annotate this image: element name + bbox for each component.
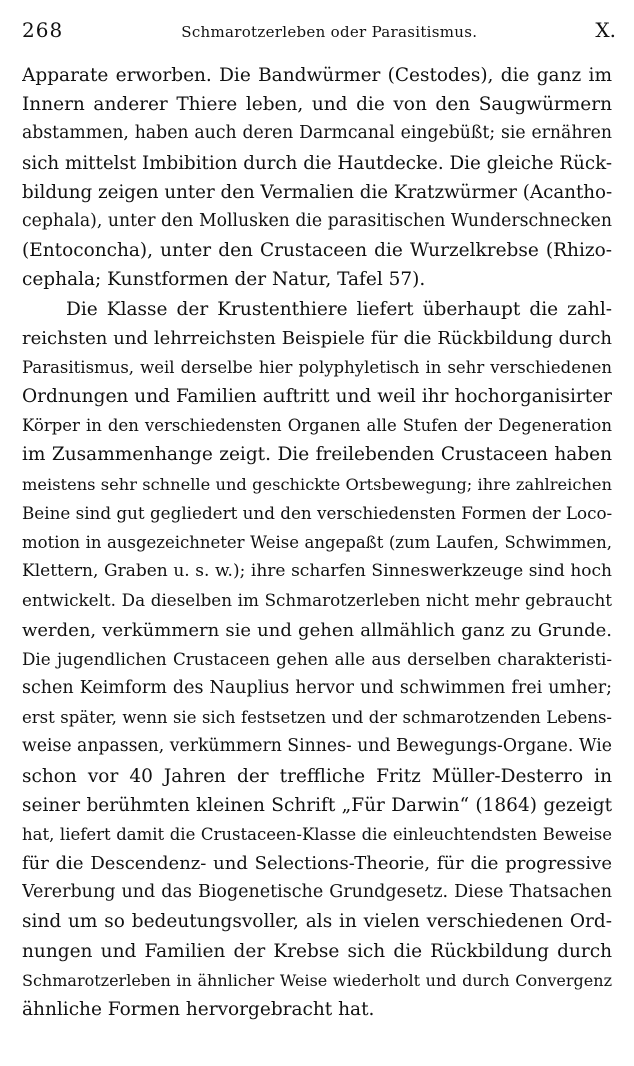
text-line: Vererbung und das Biogenetische Grundgesetz. Diese Thatsachen — [22, 882, 612, 903]
text-line: Klettern, Graben u. s. w.); ihre scharfen Sinneswerkzeuge sind hoch — [22, 561, 612, 582]
text-line: im Zusammenhange zeigt. Die freilebenden Crustaceen haben — [22, 444, 612, 466]
text-line: abstammen, haben auch deren Darmcanal eingebüßt; sie ernähren — [22, 123, 612, 144]
paragraph-first-line: Die Klasse der Krustenthiere liefert überhaupt die zahl- — [66, 298, 612, 320]
text-line: Die jugendlichen Crustaceen gehen alle aus derselben charakteristi- — [22, 648, 612, 669]
text-line: Körper in den verschiedensten Organen alle Stufen der Degeneration — [22, 416, 612, 436]
text-line: Apparate erworben. Die Bandwürmer (Cestodes), die ganz im — [22, 65, 612, 86]
paragraph-last-line: cephala; Kunstformen der Natur, Tafel 57). — [22, 269, 426, 291]
text-line: erst später, wenn sie sich festsetzen und der schmarotzenden Lebens- — [22, 708, 612, 728]
text-line: sind um so bedeutungsvoller, als in vielen verschiedenen Ord- — [22, 911, 612, 933]
text-line: seiner berühmten kleinen Schrift „Für Darwin“ (1864) gezeigt — [22, 794, 612, 816]
text-line: für die Descendenz- und Selections-Theorie, für die progressive — [22, 853, 612, 875]
text-line: schen Keimform des Nauplius hervor und schwimmen frei umher; — [22, 677, 612, 698]
page-header — [22, 18, 616, 44]
running-title: Schmarotzerleben oder Parasitismus. — [181, 23, 478, 41]
text-line: weise anpassen, verkümmern Sinnes- und Bewegungs-Organe. Wie — [22, 736, 612, 757]
text-line: schon vor 40 Jahren der treffliche Fritz Müller-Desterro in — [22, 765, 612, 787]
text-line: Parasitismus, weil derselbe hier polyphyletisch in sehr verschiedenen — [22, 357, 612, 377]
text-line: bildung zeigen unter den Vermalien die Kratzwürmer (Acantho- — [22, 181, 612, 203]
text-line: hat, liefert damit die Crustaceen-Klasse die einleuchtendsten Beweise — [22, 824, 612, 844]
text-line: Ordnungen und Familien auftritt und weil ihr hochorganisirter — [22, 386, 612, 408]
text-line: Innern anderer Thiere leben, und die von den Saugwürmern — [22, 94, 612, 116]
text-line: nungen und Familien der Krebse sich die Rückbildung durch — [22, 940, 612, 962]
page-number: 268 — [22, 18, 64, 42]
text-line: entwickelt. Da dieselben im Schmarotzerleben nicht mehr gebraucht — [22, 590, 612, 611]
text-line: cephala), unter den Mollusken die parasitischen Wunderschnecken — [22, 210, 612, 231]
chapter-number: X. — [595, 18, 616, 42]
text-line: sich mittelst Imbibition durch die Hautdecke. Die gleiche Rück- — [22, 152, 612, 174]
text-line: Schmarotzerleben in ähnlicher Weise wiederholt und durch Convergenz — [22, 970, 612, 990]
body-text — [22, 61, 612, 1024]
text-line: (Entoconcha), unter den Crustaceen die Wurzelkrebse (Rhizo- — [22, 240, 612, 262]
text-line: Beine sind gut gegliedert und den verschiedensten Formen der Loco- — [22, 502, 612, 523]
text-line: werden, verkümmern sie und gehen allmählich ganz zu Grunde. — [22, 619, 612, 641]
text-line: motion in ausgezeichneter Weise angepaßt (zum Laufen, Schwimmen, — [22, 533, 612, 552]
text-line: meistens sehr schnelle und geschickte Ortsbewegung; ihre zahlreichen — [22, 474, 612, 494]
paragraph-last-line: ähnliche Formen hervorgebracht hat. — [22, 999, 375, 1020]
text-line: reichsten und lehrreichsten Beispiele für die Rückbildung durch — [22, 327, 612, 349]
